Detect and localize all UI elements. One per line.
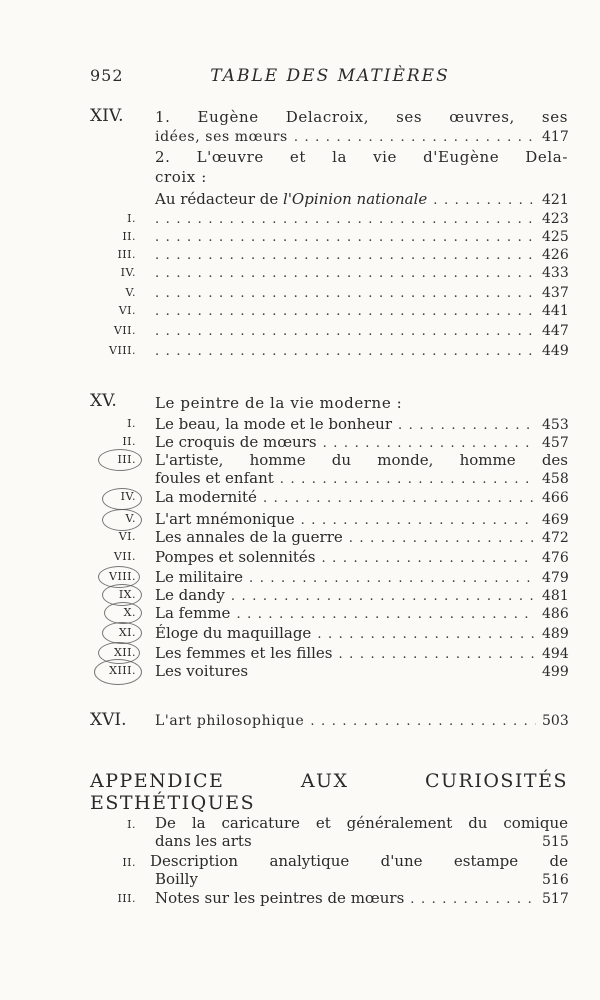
xiv-part-row (155, 302, 568, 320)
xv-entry-row (155, 548, 568, 566)
pencil-circle-mark (94, 659, 142, 685)
xv-entry-title: Éloge du maquillage (155, 624, 312, 642)
xv-entry-page: 466 (542, 490, 569, 506)
xv-entry-num: VI. (118, 530, 136, 543)
appendix-entry-page: 516 (542, 872, 569, 888)
xv-entry-num: XIII. (109, 664, 136, 677)
xvi-row (155, 712, 568, 730)
appendix-entry-line1: Description analytique d'une estampe de (150, 852, 568, 870)
section-xv-title: Le peintre de la vie moderne : (155, 394, 403, 412)
xiv-item1-line2: idées, ses mœurs (155, 129, 288, 145)
section-xv-label: XV. (90, 391, 117, 411)
xv-entry-num: XII. (113, 646, 136, 659)
xv-entry-num: VII. (113, 550, 136, 563)
xiv-part-num: IV. (120, 266, 136, 279)
appendix-entry-page: 517 (542, 891, 569, 907)
xiv-part-row (155, 322, 568, 340)
xiv-part-num: V. (125, 286, 136, 299)
xiv-part-num: II. (122, 230, 136, 243)
dot-leader (310, 713, 536, 731)
section-xiv-label: XIV. (90, 106, 124, 126)
xiv-part-page: 449 (542, 343, 569, 359)
appendix-entry-row (155, 832, 568, 850)
xv-entry-title: Les annales de la guerre (155, 528, 343, 546)
xv-entry-row (155, 415, 568, 433)
dot-leader (155, 265, 536, 283)
xiv-part-page: 423 (542, 211, 569, 227)
xiv-item1-page: 417 (542, 129, 569, 145)
dot-leader (294, 129, 536, 147)
xv-entry-row (155, 433, 568, 451)
dot-leader (349, 530, 536, 548)
xiv-part-row (155, 264, 568, 282)
xiv-part-page: 441 (542, 303, 569, 319)
xiv-part-page: 437 (542, 285, 569, 301)
xv-entry-row (155, 510, 568, 528)
xv-entry-title: Pompes et solennités (155, 548, 316, 566)
xv-entry-num: XI. (118, 626, 136, 639)
xv-entry-num: V. (125, 512, 136, 525)
appendix-entry-line1: De la caricature et généralement du comique (155, 814, 568, 832)
running-title: TABLE DES MATIÈRES (210, 66, 450, 86)
xiv-part-num: VIII. (109, 344, 136, 357)
xv-entry-title: Les voitures (155, 662, 249, 680)
xv-entry-row (155, 568, 568, 586)
xv-entry-row (155, 469, 568, 487)
xiv-part-num: I. (127, 212, 136, 225)
xiv-part-page: 433 (542, 265, 569, 281)
xv-entry-title: La femme (155, 604, 231, 622)
xv-entry-row (155, 488, 568, 506)
xv-entry-page: 489 (542, 626, 569, 642)
xiv-part-row (155, 246, 568, 264)
xiv-item1-row (155, 128, 568, 146)
xiv-part-num: VII. (113, 324, 136, 337)
appendix-entry-line1: Notes sur les peintres de mœurs (155, 889, 405, 907)
pencil-circle-mark (102, 488, 142, 510)
xv-entry-row (155, 528, 568, 546)
dot-leader (236, 606, 536, 624)
dot-leader (433, 192, 536, 210)
xv-entry-num: I. (127, 417, 136, 430)
xv-entry-page: 458 (542, 471, 569, 487)
pencil-circle-mark (102, 509, 142, 531)
xiv-part-row (155, 210, 568, 228)
xv-entry-num: IV. (120, 490, 136, 503)
xiv-redacteur-page: 421 (542, 192, 569, 208)
dot-leader (155, 211, 536, 229)
page-number: 952 (90, 66, 124, 85)
xv-entry-num: II. (122, 435, 136, 448)
dot-leader (280, 471, 536, 489)
xv-entry-row (155, 662, 568, 680)
xv-entry-title: Le militaire (155, 568, 244, 586)
dot-leader (321, 550, 536, 568)
dot-leader (263, 490, 536, 508)
appendix-entry-num: I. (127, 818, 136, 831)
appendix-entry-row (155, 889, 568, 907)
xiv-item2-line1: 2. L'œuvre et la vie d'Eugène Dela- (155, 148, 568, 166)
xv-entry-page: 472 (542, 530, 569, 546)
xv-entry-page: 453 (542, 417, 569, 433)
xv-entry-page: 457 (542, 435, 569, 451)
dot-leader (155, 229, 536, 247)
xiv-item2-line2: croix : (155, 168, 207, 186)
xiv-item1-line1: 1. Eugène Delacroix, ses œuvres, ses (155, 108, 568, 126)
xiv-redacteur-italic: l'Opinion nationale (283, 190, 428, 208)
appendix-entry-row (155, 870, 568, 888)
section-xvi-label: XVI. (90, 710, 127, 730)
dot-leader (155, 343, 536, 361)
xv-entry-title: L'artiste, homme du monde, homme des (155, 451, 568, 469)
xv-entry-page: 494 (542, 646, 569, 662)
xv-entry-num: VIII. (109, 570, 136, 583)
xv-entry-page: 499 (542, 664, 569, 680)
xv-entry-row (155, 644, 568, 662)
xv-entry-title: La modernité (155, 488, 257, 506)
xv-entry-row (155, 586, 568, 604)
appendix-entry-line2: dans les arts (155, 832, 252, 850)
xiv-part-page: 447 (542, 323, 569, 339)
xiv-redacteur-text: Au rédacteur de l'Opinion nationale (155, 190, 428, 208)
appendix-entry-page: 515 (542, 834, 569, 850)
xv-entry-num: III. (117, 453, 136, 466)
xiv-part-num: VI. (118, 304, 136, 317)
pencil-circle-mark (104, 602, 142, 624)
xv-entry-title: Le dandy (155, 586, 225, 604)
xv-entry-title: L'art mnémonique (155, 510, 295, 528)
xv-entry-title: Les femmes et les filles (155, 644, 333, 662)
appendix-entry-num: II. (122, 856, 136, 869)
pencil-circle-mark (98, 449, 142, 471)
appendix-entry-line2: Boilly (155, 870, 198, 888)
xv-entry-title-cont: foules et enfant (155, 469, 274, 487)
xiv-redacteur-row (155, 190, 568, 208)
xiv-part-num: III. (117, 248, 136, 261)
xiv-part-row (155, 284, 568, 302)
xv-entry-num: IX. (118, 588, 136, 601)
section-xvi-title: L'art philosophique (155, 713, 305, 729)
appendix-title: APPENDICE AUX CURIOSITÉS ESTHÉTIQUES (90, 770, 568, 814)
xiv-part-page: 426 (542, 247, 569, 263)
xiv-part-row (155, 342, 568, 360)
appendix-entry-num: III. (117, 892, 136, 905)
dot-leader (410, 891, 536, 909)
xv-entry-title: Le beau, la mode et le bonheur (155, 415, 393, 433)
xv-entry-page: 476 (542, 550, 569, 566)
dot-leader (155, 247, 536, 265)
xv-entry-title: Le croquis de mœurs (155, 433, 317, 451)
dot-leader (317, 626, 536, 644)
xvi-page: 503 (542, 713, 569, 729)
page-header (90, 66, 570, 90)
xiv-part-row (155, 228, 568, 246)
xv-entry-row (155, 624, 568, 642)
xv-entry-page: 469 (542, 512, 569, 528)
xiv-part-page: 425 (542, 229, 569, 245)
xv-entry-page: 479 (542, 570, 569, 586)
dot-leader (155, 285, 536, 303)
dot-leader (155, 303, 536, 321)
pencil-circle-mark (102, 622, 142, 644)
xv-entry-page: 486 (542, 606, 569, 622)
xv-entry-row (155, 604, 568, 622)
xv-entry-page: 481 (542, 588, 569, 604)
dot-leader (155, 323, 536, 341)
xv-entry-num: X. (123, 606, 136, 619)
